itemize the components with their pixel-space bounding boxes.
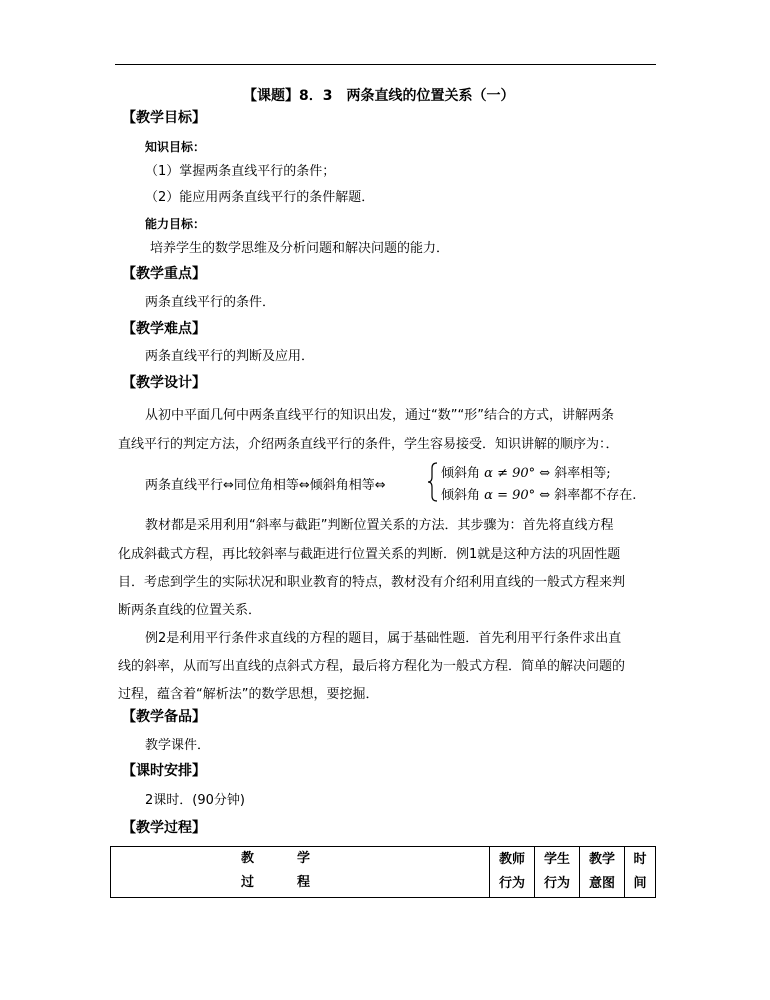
materials-text: 教学课件．	[145, 738, 211, 753]
page-title: 【课题】8．3 两条直线的位置关系（一）	[243, 88, 515, 104]
design-para1-line1: 从初中平面几何中两条直线平行的知识出发，通过“数”“形”结合的方式，讲解两条	[145, 408, 614, 423]
teaching-process-table	[110, 846, 656, 898]
design-para2-line2: 化成斜截式方程，再比较斜率与截距进行位置关系的判断．例1就是这种方法的巩固性题	[118, 547, 621, 562]
formula-lhs: 两条直线平行⇔同位角相等⇔倾斜角相等⇔	[145, 478, 386, 493]
table-header-row	[111, 847, 656, 898]
design-para1-line2: 直线平行的判定方法，介绍两条直线平行的条件，学生容易接受．知识讲解的顺序为：．	[118, 437, 619, 452]
formula-case-2: 倾斜角 α = 90° ⇔ 斜率都不存在.	[441, 488, 637, 503]
design-para2-line3: 目．考虑到学生的实际状况和职业教育的特点，教材没有介绍利用直线的一般式方程来判	[118, 575, 626, 590]
difficulty-text: 两条直线平行的判断及应用．	[145, 349, 315, 364]
parallel-condition-formula	[145, 462, 665, 502]
design-para2-line1: 教材都是采用利用“斜率与截距”判断位置关系的方法．其步骤为：首先将直线方程	[145, 518, 614, 533]
schedule-heading: 【课时安排】	[122, 763, 206, 779]
ability-text: 培养学生的数学思维及分析问题和解决问题的能力．	[150, 241, 450, 256]
objectives-heading: 【教学目标】	[122, 110, 206, 126]
header-teaching-process: 教 学 过 程	[111, 847, 490, 898]
schedule-text: 2课时．(90分钟)	[145, 793, 245, 808]
left-brace-icon	[427, 462, 439, 502]
difficulty-heading: 【教学难点】	[122, 321, 206, 337]
knowledge-item-1: （1）掌握两条直线平行的条件；	[145, 164, 336, 179]
key-point-text: 两条直线平行的条件．	[145, 295, 276, 310]
design-heading: 【教学设计】	[122, 375, 206, 391]
design-para2-line4: 断两条直线的位置关系．	[118, 603, 262, 618]
design-para3-line2: 线的斜率，从而写出直线的点斜式方程，最后将方程化为一般式方程．简单的解决问题的	[118, 659, 626, 674]
design-para3-line1: 例2是利用平行条件求直线的方程的题目，属于基础性题．首先利用平行条件求出直	[145, 631, 622, 646]
materials-heading: 【教学备品】	[122, 709, 206, 725]
knowledge-label: 知识目标：	[145, 140, 206, 154]
process-heading: 【教学过程】	[122, 820, 206, 836]
header-time: 时 间	[625, 847, 656, 898]
header-teaching-intent: 教学 意图	[580, 847, 625, 898]
ability-label: 能力目标：	[145, 217, 206, 231]
formula-case-1: 倾斜角 α ≠ 90° ⇔ 斜率相等;	[441, 466, 611, 481]
knowledge-item-2: （2）能应用两条直线平行的条件解题．	[145, 190, 375, 205]
design-para3-line3: 过程，蕴含着“解析法”的数学思想，要挖掘．	[118, 687, 379, 702]
key-point-heading: 【教学重点】	[122, 266, 206, 282]
header-student-behavior: 学生 行为	[535, 847, 580, 898]
header-teacher-behavior: 教师 行为	[490, 847, 535, 898]
header-rule	[115, 64, 656, 65]
